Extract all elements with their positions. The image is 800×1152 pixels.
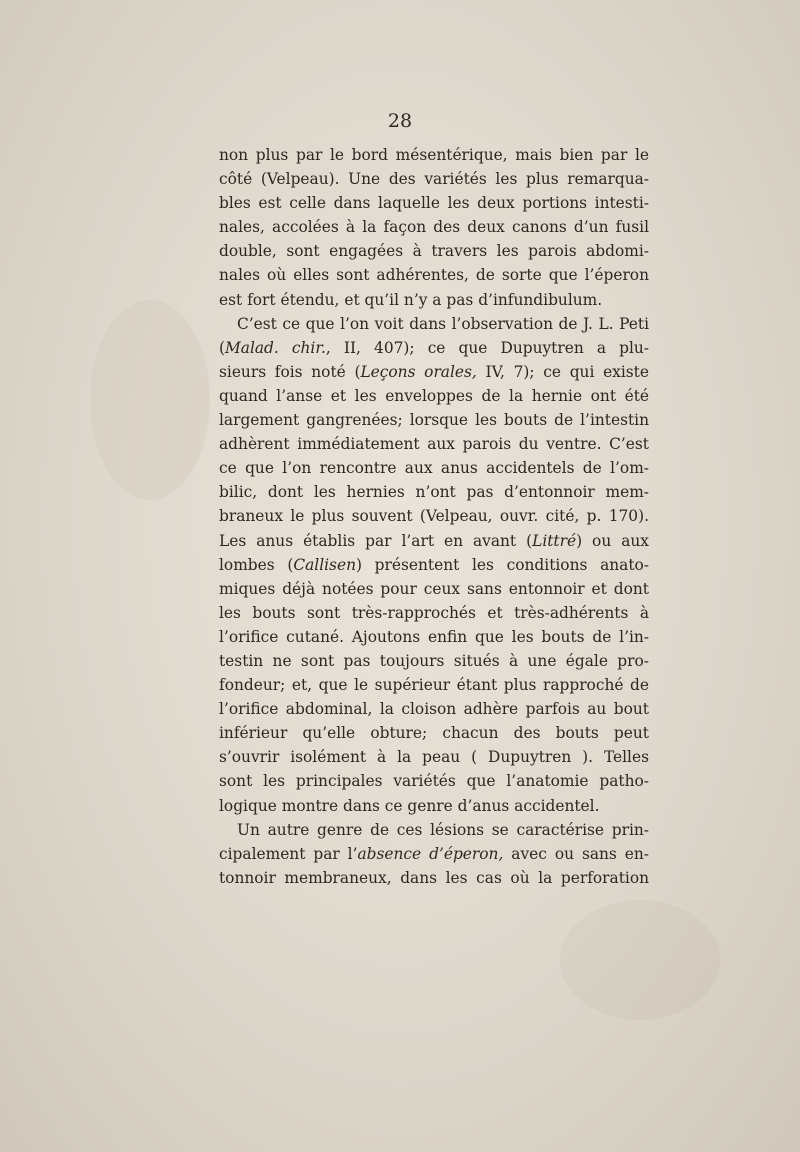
text-line [219,263,649,287]
text-line [219,360,649,384]
text-line [219,336,649,360]
italic-run: absence d’éperon, [357,844,504,863]
text-run: s’ouvrir isolément à la peau ( Dupuytren ). Telles [219,748,649,767]
text-run: bles est celle dans laquelle les deux portions intesti- [219,194,649,213]
text-run: Un autre genre de ces lésions se caractérise prin- [237,820,649,839]
text-run: sieurs fois noté ( [219,362,361,381]
text-run: l’orifice cutané. Ajoutons enfin que les bouts de l’in- [219,627,649,646]
text-line [219,601,649,625]
text-run: sont les principales variétés que l’anatomie patho- [219,772,649,791]
text-run: braneux le plus souvent (Velpeau, ouvr. cité, p. 170). [219,507,649,526]
text-run: adhèrent immédiatement aux parois du ventre. C’est [219,435,649,454]
text-run: nales où elles sont adhérentes, de sorte que l’éperon [219,266,649,285]
text-line [219,625,649,649]
italic-run: Littré [532,531,577,550]
text-line [219,673,649,697]
text-run: double, sont engagées à travers les parois abdomi- [219,242,649,261]
text-run: côté (Velpeau). Une des variétés les plus remarqua- [219,170,649,189]
text-run: logique montre dans ce genre d’anus accidentel. [219,796,600,815]
italic-run: Malad. chir. [225,338,326,357]
text-run: est fort étendu, et qu’il n’y a pas d’infundibulum. [219,290,603,309]
text-run: largement gangrenées; lorsque les bouts de l’intestin [219,411,649,430]
text-line [219,504,649,528]
text-run: testin ne sont pas toujours situés à une égale pro- [219,651,649,670]
text-line [219,239,649,263]
text-run: cipalement par l’ [219,844,358,863]
text-line [219,143,649,167]
paper-stain [90,300,210,500]
italic-run: Leçons orales, [360,362,477,381]
text-line [219,408,649,432]
text-run: bilic, dont les hernies n’ont pas d’entonnoir mem- [219,483,649,502]
text-line [219,794,649,818]
text-line [219,842,649,866]
text-run: C’est ce que l’on voit dans l’observation de J. L. Peti [237,314,649,333]
text-run: ) présentent les conditions anato- [355,555,649,574]
text-run: quand l’anse et les enveloppes de la hernie ont été [219,386,649,405]
text-line [219,769,649,793]
italic-run: Callisen [293,555,356,574]
text-run: ) ou aux [576,531,649,550]
text-run: inférieur qu’elle obture; chacun des bouts peut [219,724,649,743]
text-line [219,745,649,769]
text-run: l’orifice abdominal, la cloison adhère parfois au bout [219,700,649,719]
text-run: non plus par le bord mésentérique, mais bien par le [219,146,649,164]
text-run: ( [219,338,226,357]
text-run: , II, 407); ce que Dupuytren a plu- [325,338,649,357]
text-run: les bouts sont très-rapprochés et très-adhérents à [219,603,649,622]
text-run: miques déjà notées pour ceux sans entonnoir et dont [219,579,649,598]
text-run: tonnoir membraneux, dans les cas où la perforation [219,868,649,887]
text-run: ce que l’on rencontre aux anus accidentels de l’om- [219,459,649,478]
text-line [219,432,649,456]
text-line [219,480,649,504]
body-text [219,143,649,890]
text-line [219,312,649,336]
text-line [219,288,649,312]
text-line [219,456,649,480]
text-run: avec ou sans en- [503,844,649,863]
text-run: lombes ( [219,555,294,574]
text-run: nales, accolées à la façon des deux canons d’un fusil [219,218,649,237]
text-line [219,191,649,215]
text-line [219,529,649,553]
text-line [219,721,649,745]
paper-stain [560,900,720,1020]
page-number: 28 [387,110,413,132]
text-line [219,649,649,673]
text-run: Les anus établis par l’art en avant ( [219,531,533,550]
text-line [219,553,649,577]
text-run: IV, 7); ce qui existe [476,362,649,381]
text-line [219,167,649,191]
text-line [219,697,649,721]
text-line [219,215,649,239]
text-line [219,866,649,890]
text-line [219,384,649,408]
text-run: fondeur; et, que le supérieur étant plus rapproché de [219,676,649,695]
text-line [219,577,649,601]
text-line [219,818,649,842]
